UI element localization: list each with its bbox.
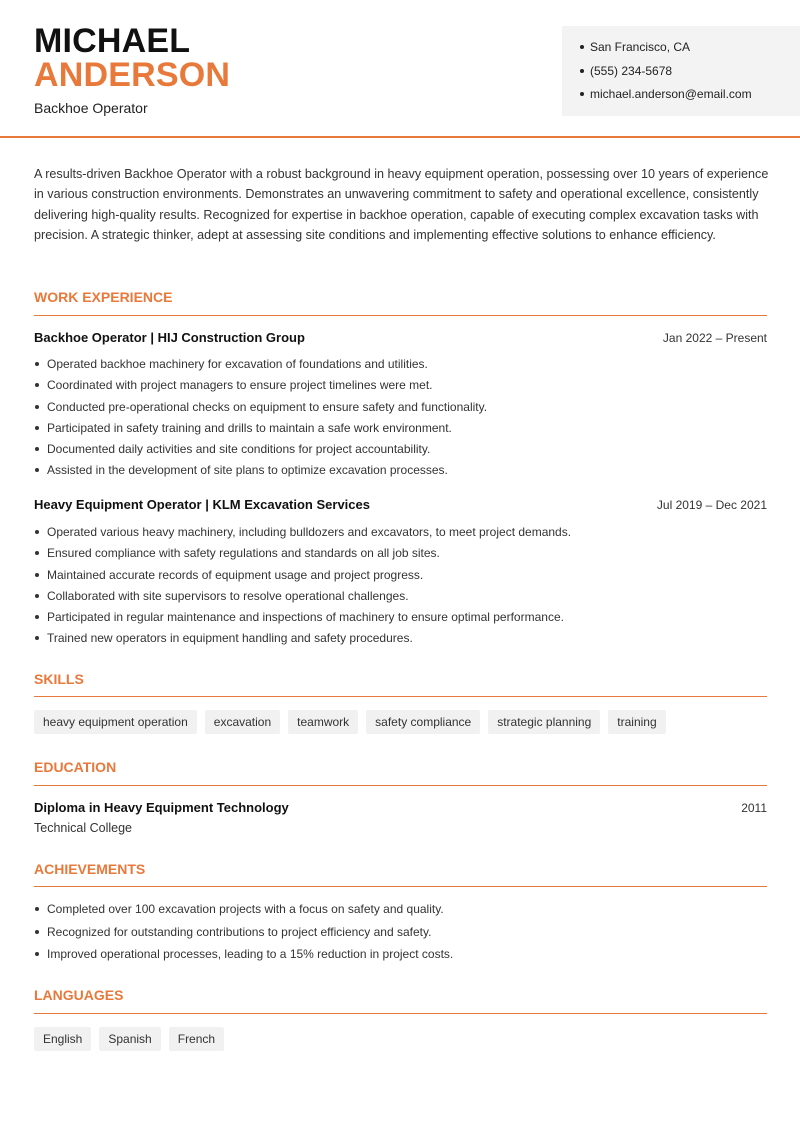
section-divider [34, 315, 767, 316]
list-item: Recognized for outstanding contributions to project efficiency and safety. [34, 924, 767, 947]
job-title-2: Heavy Equipment Operator | KLM Excavation Services [34, 497, 370, 512]
skill-chip: excavation [205, 710, 280, 734]
language-chip: English [34, 1027, 91, 1051]
skills-heading: SKILLS [34, 671, 84, 687]
section-divider [34, 886, 767, 887]
skill-chip: safety compliance [366, 710, 480, 734]
contact-box [562, 26, 800, 116]
skills-list [34, 710, 666, 734]
list-item: Ensured compliance with safety regulations and standards on all job sites. [34, 545, 767, 566]
list-item: Maintained accurate records of equipment usage and project progress. [34, 567, 767, 588]
list-item: Assisted in the development of site plans to optimize excavation processes. [34, 462, 767, 483]
last-name: ANDERSON [34, 56, 231, 94]
education-heading: EDUCATION [34, 759, 117, 775]
contact-email[interactable]: michael.anderson@email.com [580, 86, 800, 110]
job-bullets-2 [34, 524, 767, 652]
list-item: Collaborated with site supervisors to resolve operational challenges. [34, 588, 767, 609]
job-title-1: Backhoe Operator | HIJ Construction Group [34, 330, 305, 345]
section-divider [34, 696, 767, 697]
list-item: Operated various heavy machinery, including bulldozers and excavators, to meet project demands. [34, 524, 767, 545]
list-item: Trained new operators in equipment handling and safety procedures. [34, 630, 767, 651]
first-name: MICHAEL [34, 22, 191, 60]
skill-chip: teamwork [288, 710, 358, 734]
list-item: Conducted pre-operational checks on equipment to ensure safety and functionality. [34, 399, 767, 420]
language-chip: Spanish [99, 1027, 160, 1051]
achievements-list [34, 901, 767, 969]
skill-chip: training [608, 710, 665, 734]
contact-phone: (555) 234-5678 [580, 63, 800, 87]
language-chip: French [169, 1027, 224, 1051]
list-item: Completed over 100 excavation projects with a focus on safety and quality. [34, 901, 767, 924]
list-item: Improved operational processes, leading to a 15% reduction in project costs. [34, 946, 767, 969]
languages-list [34, 1027, 224, 1051]
school-name: Technical College [34, 821, 132, 835]
list-item: Participated in regular maintenance and inspections of machinery to ensure optimal performance. [34, 609, 767, 630]
job-title: Backhoe Operator [34, 100, 148, 116]
summary-paragraph: A results-driven Backhoe Operator with a robust background in heavy equipment operation, possessing over 10 years of experience in various construction environments. Demonstrates an unwavering commitment to safety and operational excellence, consistently delivering high-quality results. Recognized for expertise in backhoe operation, capable of executing complex excavation tasks with precision. A strategic thinker, adept at assessing site conditions and implementing effective solutions to enhance efficiency. [34, 167, 769, 243]
section-divider [34, 785, 767, 786]
list-item: Operated backhoe machinery for excavation of foundations and utilities. [34, 356, 767, 377]
contact-location: San Francisco, CA [580, 39, 800, 63]
skill-chip: heavy equipment operation [34, 710, 197, 734]
resume-header [0, 0, 800, 138]
languages-heading: LANGUAGES [34, 987, 124, 1003]
skill-chip: strategic planning [488, 710, 600, 734]
job-dates-1: Jan 2022 – Present [662, 331, 767, 345]
list-item: Participated in safety training and drills to maintain a safe work environment. [34, 420, 767, 441]
list-item: Documented daily activities and site conditions for project accountability. [34, 441, 767, 462]
list-item: Coordinated with project managers to ensure project timelines were met. [34, 377, 767, 398]
degree-title: Diploma in Heavy Equipment Technology [34, 800, 289, 815]
job-dates-2: Jul 2019 – Dec 2021 [656, 498, 767, 512]
work-experience-heading: WORK EXPERIENCE [34, 289, 173, 305]
achievements-heading: ACHIEVEMENTS [34, 861, 146, 877]
section-divider [34, 1013, 767, 1014]
job-bullets-1 [34, 356, 767, 484]
graduation-year: 2011 [741, 801, 767, 815]
